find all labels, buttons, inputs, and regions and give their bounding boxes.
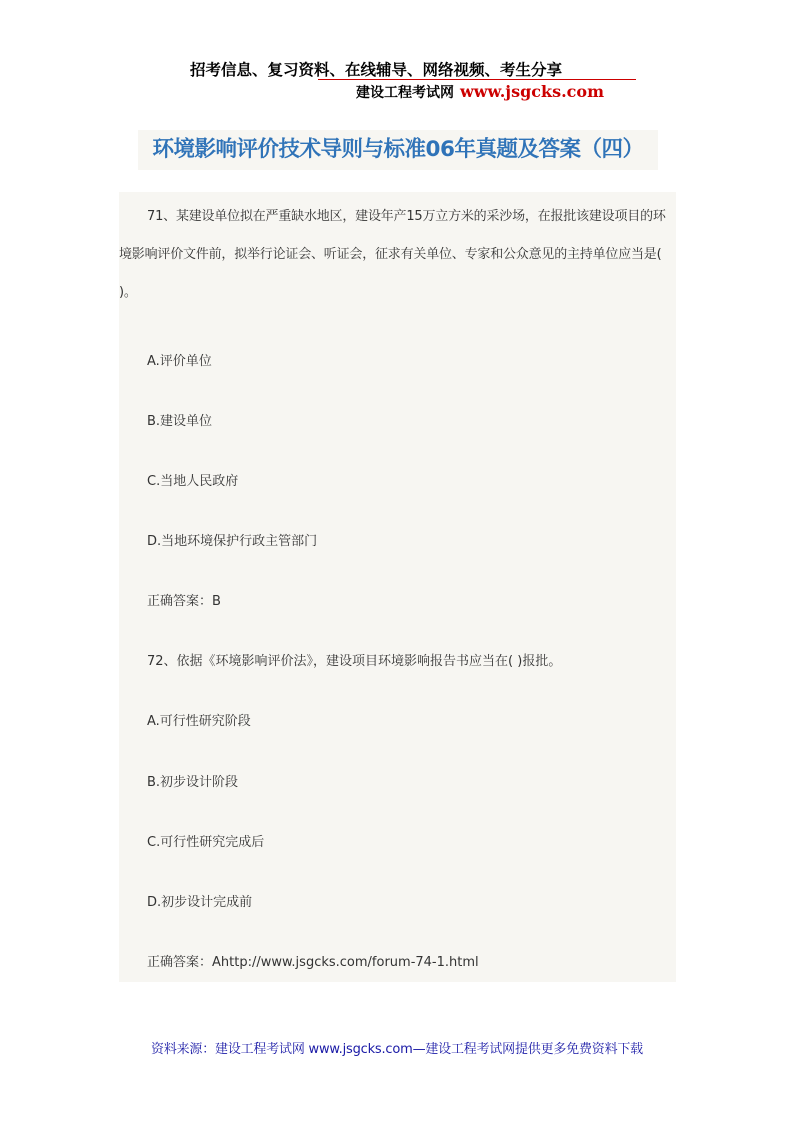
question-72-text: 72、依据《环境影响评价法》，建设项目环境影响报告书应当在( )报批。 (147, 654, 562, 669)
question-72-option-c: C.可行性研究完成后 (147, 835, 265, 850)
question-71-option-c: C.当地人民政府 (147, 474, 239, 489)
site-name: 建设工程考试网 (356, 85, 454, 101)
question-71-text: 71、某建设单位拟在严重缺水地区，建设年产15万立方米的采沙场，在报批该建设项目的环境影响评价文件前，拟举行论证会、听证会，征求有关单位、专家和公众意见的主持单位应当是( )。 (119, 209, 666, 300)
question-71-option-d: D.当地环境保护行政主管部门 (147, 534, 318, 549)
question-72-option-b: B.初步设计阶段 (147, 775, 239, 790)
footer-source[interactable]: 资料来源：建设工程考试网 www.jsgcks.com—建设工程考试网提供更多免费资料下载 (151, 1042, 643, 1057)
site-url-link[interactable]: www.jsgcks.com (460, 82, 605, 101)
header-site (356, 82, 604, 102)
question-71-option-a: A.评价单位 (147, 354, 212, 369)
question-72-option-a: A.可行性研究阶段 (147, 714, 251, 729)
question-72-option-d: D.初步设计完成前 (147, 895, 253, 910)
header-rule (318, 79, 636, 80)
header-tagline: 招考信息、复习资料、在线辅导、网络视频、考生分享 (190, 60, 563, 79)
question-71-answer: 正确答案：B (147, 594, 221, 609)
question-72-answer[interactable]: 正确答案：Ahttp://www.jsgcks.com/forum-74-1.html (147, 955, 479, 970)
question-71-option-b: B.建设单位 (147, 414, 213, 429)
content-area (119, 192, 676, 982)
document-title: 环境影响评价技术导则与标准06年真题及答案（四） (138, 130, 658, 170)
